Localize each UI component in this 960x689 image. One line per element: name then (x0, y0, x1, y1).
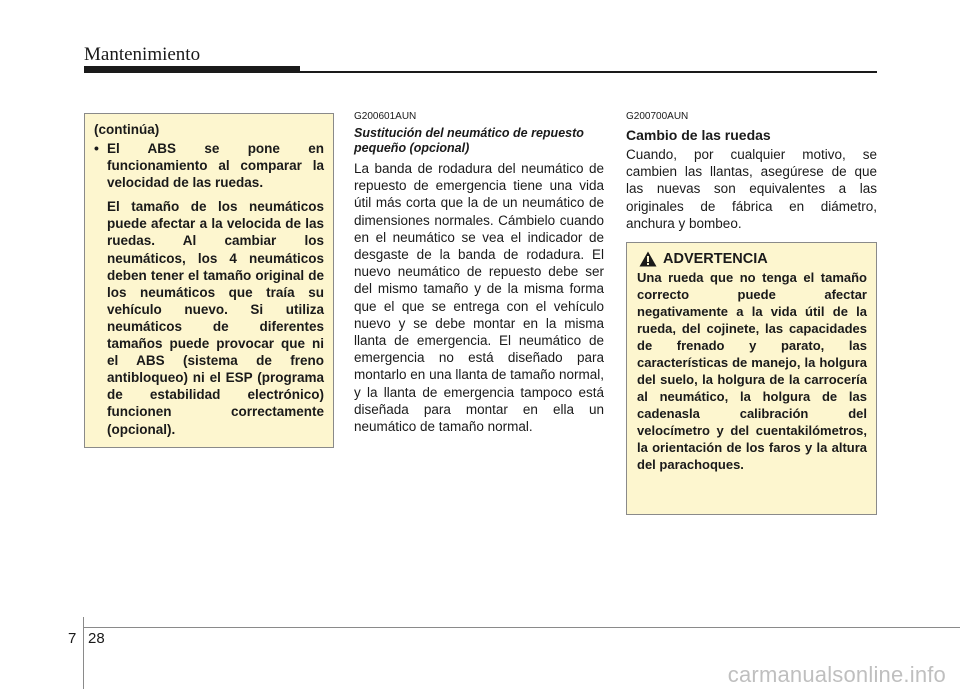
section-code: G200700AUN (626, 111, 689, 122)
continuation-label: (continúa) (94, 122, 160, 137)
footer-horizontal-rule (83, 627, 960, 628)
tire-size-paragraph: El tamaño de los neumáticos puede afectar a la velocida de las ruedas. Al cambiar los neumáticos, los 4 neumáticos deben tener el tamaño original de los neumáticos que traía su vehículo nuevo. Si utiliza neumáticos de diferentes tamaños puede provocar que ni el ABS (sistema de freno antibloqueo) ni el ESP (programa de estabilidad electrónico) funcionen correctamente (opcional). (107, 199, 324, 437)
page-number: 28 (88, 630, 105, 647)
section-subtitle: Sustitución del neumático de repuesto pequeño (opcional) (354, 126, 584, 155)
warning-header (639, 251, 867, 267)
section-title: Cambio de las ruedas (626, 127, 771, 143)
section-code: G200601AUN (354, 111, 417, 122)
continued-note-box (84, 113, 334, 448)
section-body: Cuando, por cualquier motivo, se cambien las llantas, asegúrese de que las nuevas son equivalentes a las originales de fábrica en diámetro, anchura y bombeo. (626, 147, 877, 231)
chapter-number: 7 (68, 630, 77, 647)
warning-triangle-icon (639, 251, 657, 267)
section-body: La banda de rodadura del neumático de repuesto de emergencia tiene una vida útil más corta que la de un neumático de dimensiones normales. Cámbielo cuando en el neumático se vea el indicador de desgaste de la banda de rodadura. El nuevo neumático de repuesto debe ser del mismo tamaño y de la misma forma que el que se entrega con el vehículo nuevo y se debe montar en la misma llanta de emergencia. El neumático de emergencia no está diseñado para montarlo en una llanta de tamaño normal, y la llanta de emergencia tampoco está diseñada para montar en ella un neumático de tamaño normal. (354, 161, 604, 435)
warning-text: Una rueda que no tenga el tamaño correcto puede afectar negativamente a la vida útil de la rueda, del cojinete, las capacidades de frenado y parato, las características de manejo, la holgura del suelo, la holgura de la carrocería al neumático, la holgura de las cadenasla calibración del velocímetro y del cuentakilómetros, la orientación de los faros y la altura del parachoques. (637, 270, 867, 472)
warning-title: ADVERTENCIA (663, 251, 768, 267)
header-bar (84, 66, 300, 73)
bullet-marker: • (94, 140, 99, 156)
warning-box (626, 242, 877, 515)
abs-paragraph: El ABS se pone en funcionamiento al comparar la velocidad de las ruedas. (107, 141, 324, 191)
page-header-title: Mantenimiento (84, 44, 201, 65)
bullet-item (94, 140, 324, 191)
header-rule (300, 71, 877, 73)
watermark: carmanualsonline.info (727, 662, 946, 687)
spare-tire-section (354, 111, 604, 435)
wheel-change-section (626, 111, 877, 232)
